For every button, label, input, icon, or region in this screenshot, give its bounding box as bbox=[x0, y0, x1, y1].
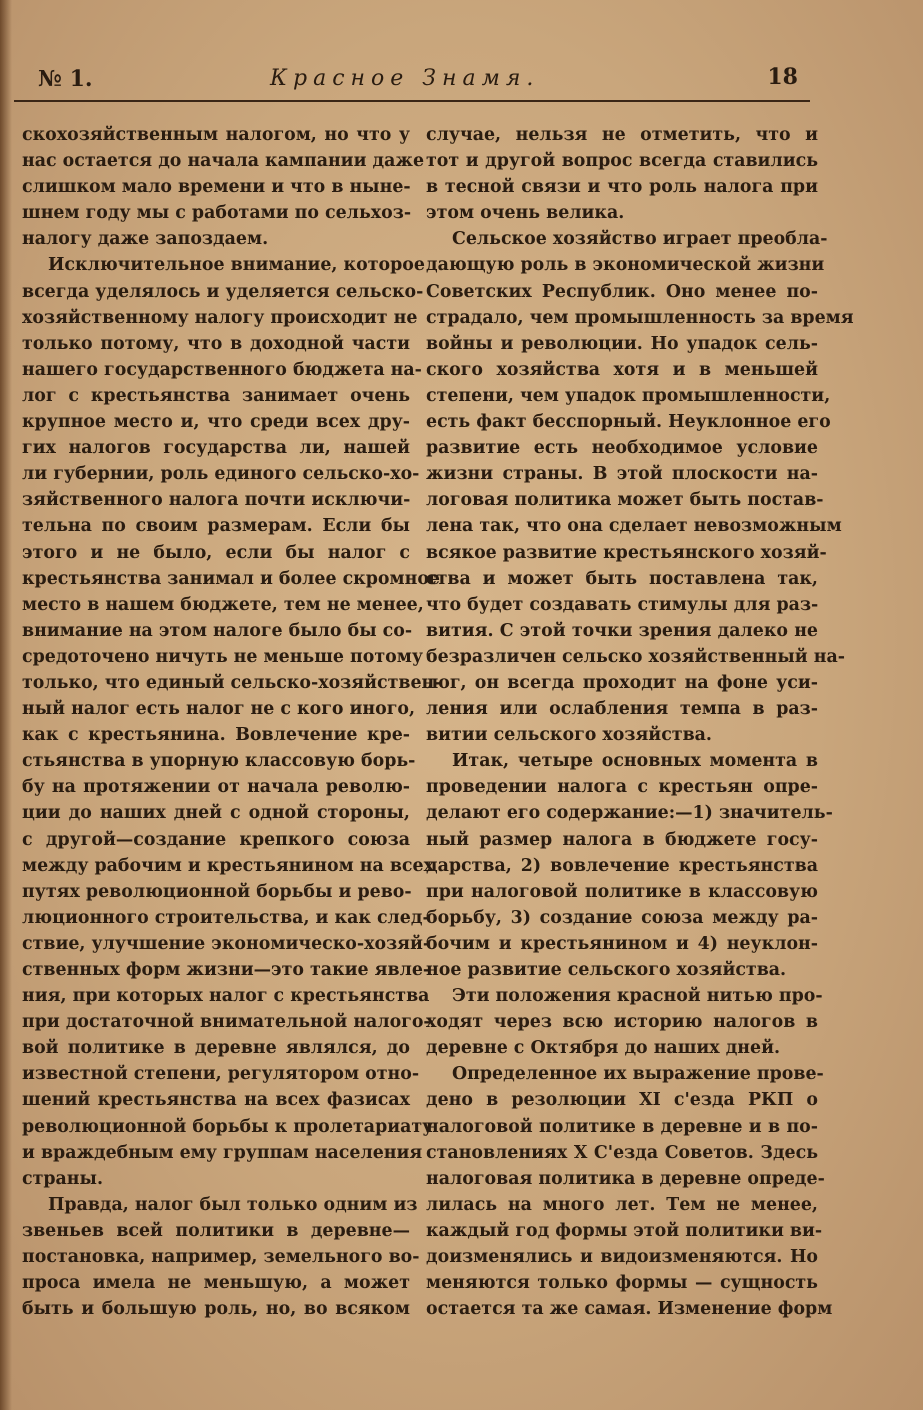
text-line: что будет создавать стимулы для раз- bbox=[426, 594, 819, 615]
text-line: крупное место и, что среди всех дру- bbox=[22, 412, 410, 433]
text-line: быть и большую роль, но, во всяком bbox=[22, 1299, 410, 1320]
text-line: при достаточной внимательной налого- bbox=[22, 1012, 431, 1033]
text-line: ходят через всю историю налогов в bbox=[426, 1012, 818, 1033]
text-line: дено в резолюции XI с'езда РКП о bbox=[426, 1090, 818, 1111]
text-line: ции до наших дней с одной стороны, bbox=[22, 803, 410, 824]
text-line: Советских Республик. Оно менее по- bbox=[426, 281, 818, 302]
text-line: жизни страны. В этой плоскости на- bbox=[426, 464, 818, 485]
text-line: налоговая политика в деревне опреде- bbox=[426, 1168, 825, 1189]
text-line: ное развитие сельского хозяйства. bbox=[426, 960, 787, 980]
text-line: этого и не было, если бы налог с bbox=[22, 542, 410, 563]
text-line: лилась на много лет. Тем не менее, bbox=[426, 1194, 818, 1215]
text-line: только потому, что в доходной части bbox=[22, 333, 410, 354]
running-header bbox=[38, 62, 808, 96]
issue-number: № 1. bbox=[38, 66, 93, 92]
text-line: ствие, улучшение экономическо-хозяй- bbox=[22, 933, 431, 954]
text-line: логовая политика может быть постав- bbox=[426, 490, 824, 511]
right-column bbox=[426, 122, 854, 1322]
text-line: всякое развитие крестьянского хозяй- bbox=[426, 542, 827, 563]
text-line: зяйственного налога почти исключи- bbox=[22, 490, 411, 511]
text-line: проса имела не меньшую, а может bbox=[22, 1273, 410, 1294]
text-line: с другой—создание крепкого союза bbox=[22, 829, 410, 850]
text-line: как с крестьянина. Вовлечение кре- bbox=[22, 725, 410, 746]
text-line: всегда уделялось и уделяется сельско- bbox=[22, 281, 424, 302]
text-line: ственных форм жизни—это такие явле- bbox=[22, 960, 431, 980]
text-line: меняются только формы — сущность bbox=[426, 1273, 818, 1294]
text-line: внимание на этом налоге было бы со- bbox=[22, 620, 413, 641]
text-line: Итак, четыре основных момента в bbox=[452, 751, 818, 772]
text-line: крестьянства занимал и более скромное bbox=[22, 568, 440, 589]
text-line: только, что единый сельско-хозяйствен- bbox=[22, 672, 442, 693]
text-line: ства и может быть поставлена так, bbox=[426, 568, 818, 589]
text-line: остается та же самая. Изменение форм bbox=[426, 1299, 833, 1320]
text-line: ный налог есть налог не с кого иного, bbox=[22, 699, 416, 720]
page-binding-shadow bbox=[0, 0, 12, 1410]
text-line: ный размер налога в бюджете госу- bbox=[426, 829, 818, 850]
text-line: бочим и крестьянином и 4) неуклон- bbox=[426, 933, 818, 954]
text-line: проведении налога с крестьян опре- bbox=[426, 777, 818, 798]
text-line: доизменялись и видоизменяются. Но bbox=[426, 1247, 818, 1268]
text-line: бу на протяжении от начала револю- bbox=[22, 777, 410, 798]
text-line: становлениях X С'езда Советов. Здесь bbox=[426, 1142, 818, 1163]
text-line: Правда, налог был только одним из bbox=[48, 1194, 418, 1215]
text-line: деревне с Октября до наших дней. bbox=[426, 1038, 781, 1059]
text-line: этом очень велика. bbox=[426, 203, 625, 224]
text-line: тельна по своим размерам. Если бы bbox=[22, 516, 410, 537]
text-line: борьбу, 3) создание союза между ра- bbox=[426, 907, 818, 928]
text-line: каждый год формы этой политики ви- bbox=[426, 1220, 823, 1241]
text-line: есть факт бесспорный. Неуклонное его bbox=[426, 412, 831, 433]
text-line: постановка, например, земельного во- bbox=[22, 1247, 420, 1268]
text-line: тот и другой вопрос всегда ставились bbox=[426, 151, 818, 172]
text-line: налогу даже запоздаем. bbox=[22, 229, 269, 250]
text-line: слишком мало времени и что в ныне- bbox=[22, 177, 411, 198]
journal-title: Красное Знамя. bbox=[270, 66, 540, 91]
text-line: и враждебным ему группам населения bbox=[22, 1142, 423, 1163]
text-line: ния, при которых налог с крестьянства bbox=[22, 986, 430, 1007]
page-number: 18 bbox=[767, 64, 798, 90]
text-line: безразличен сельско хозяйственный на- bbox=[426, 646, 845, 667]
text-line: ли губернии, роль единого сельско-хо- bbox=[22, 464, 420, 485]
text-line: лог с крестьянства занимает очень bbox=[22, 385, 410, 406]
text-line: между рабочим и крестьянином на всех bbox=[22, 855, 434, 876]
text-line: лог, он всегда проходит на фоне уси- bbox=[426, 672, 818, 693]
text-line: в тесной связи и что роль налога при bbox=[426, 177, 818, 198]
text-line: место в нашем бюджете, тем не менее, bbox=[22, 594, 424, 615]
text-line: шений крестьянства на всех фазисах bbox=[22, 1090, 410, 1111]
text-line: Сельское хозяйство играет преобла- bbox=[452, 229, 828, 250]
text-line: скохозяйственным налогом, но что у bbox=[22, 125, 410, 145]
header-rule bbox=[14, 100, 810, 102]
text-line: дарства, 2) вовлечение крестьянства bbox=[426, 855, 818, 876]
text-line: средоточено ничуть не меньше потому bbox=[22, 646, 423, 667]
text-line: развитие есть необходимое условие bbox=[426, 438, 818, 459]
text-line: нас остается до начала кампании даже bbox=[22, 151, 425, 172]
text-line: вития. С этой точки зрения далеко не bbox=[426, 620, 818, 641]
text-line: Исключительное внимание, которое bbox=[48, 255, 425, 276]
text-line: люционного строительства, и как след- bbox=[22, 907, 430, 928]
text-line: шнем году мы с работами по сельхоз- bbox=[22, 203, 412, 224]
text-line: Эти положения красной нитью про- bbox=[452, 986, 823, 1007]
text-line: звеньев всей политики в деревне— bbox=[22, 1220, 410, 1241]
text-line: страдало, чем промышленность за время bbox=[426, 307, 854, 328]
text-line: степени, чем упадок промышленности, bbox=[426, 385, 831, 406]
text-line: налоговой политике в деревне и в по- bbox=[426, 1116, 818, 1137]
text-line: нашего государственного бюджета на- bbox=[22, 359, 422, 380]
text-line: стьянства в упорную классовую борь- bbox=[22, 751, 416, 772]
text-line: путях революционной борьбы и рево- bbox=[22, 881, 412, 902]
text-line: гих налогов государства ли, нашей bbox=[22, 438, 410, 459]
text-line: войны и революции. Но упадок сель- bbox=[426, 333, 818, 354]
text-line: делают его содержание:—1) значитель- bbox=[426, 803, 833, 824]
text-line: при налоговой политике в классовую bbox=[426, 881, 818, 902]
text-line: Определенное их выражение прове- bbox=[452, 1064, 824, 1085]
text-line: ского хозяйства хотя и в меньшей bbox=[426, 359, 818, 380]
text-line: известной степени, регулятором отно- bbox=[22, 1064, 420, 1085]
text-line: дающую роль в экономической жизни bbox=[426, 255, 825, 276]
text-line: ления или ослабления темпа в раз- bbox=[426, 699, 818, 720]
text-line: витии сельского хозяйства. bbox=[426, 725, 712, 746]
text-line: страны. bbox=[22, 1168, 104, 1189]
text-line: хозяйственному налогу происходит не bbox=[22, 307, 418, 328]
left-column bbox=[22, 122, 442, 1322]
text-line: революционной борьбы к пролетариату bbox=[22, 1116, 434, 1137]
text-line: лена так, что она сделает невозможным bbox=[426, 516, 842, 537]
text-line: вой политике в деревне являлся, до bbox=[22, 1038, 410, 1059]
text-line: случае, нельзя не отметить, что и bbox=[426, 125, 818, 145]
